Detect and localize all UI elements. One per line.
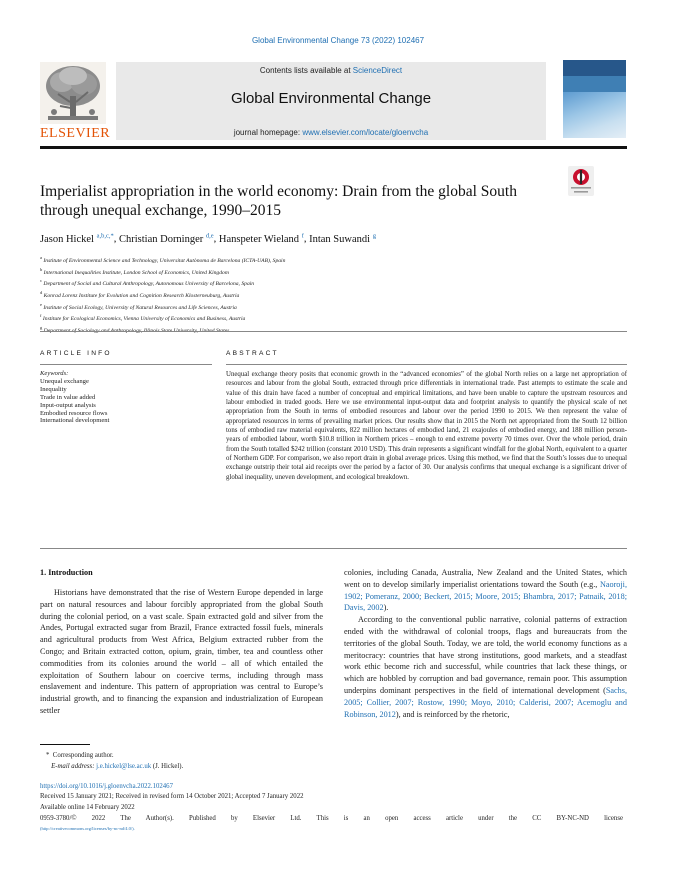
sciencedirect-link[interactable]: ScienceDirect (352, 66, 403, 75)
license-link[interactable]: (http://creativecommons.org/licenses/by-nc-nd/4.0/). (40, 826, 135, 831)
keywords-label: Keywords: (40, 370, 69, 377)
affiliation: $^c$ Department of Social and Cultural Anthropology, Autonomous University of Barcelona, Spain (40, 278, 255, 288)
affiliation: $^d$ Konrad Lorenz Institute for Evolution and Cognition Research Klosterneuburg, Austria (40, 289, 240, 299)
abstract-end-rule (40, 548, 627, 549)
author[interactable]: Hanspeter Wieland $^f$ (218, 232, 304, 245)
journal-cover-art (563, 92, 626, 138)
keywords-block (40, 370, 212, 425)
article-info-heading: ARTICLE INFO (40, 350, 112, 357)
article-title: Imperialist appropriation in the world economy: Drain from the global South through unequal exchange, 1990–2015 (40, 183, 517, 219)
journal-title: Global Environmental Change (230, 90, 432, 107)
homepage-line (116, 128, 546, 137)
email-note: E-mail address: j.e.hickel@lse.ac.uk (J. Hickel). (51, 762, 184, 770)
affiliation: g (40, 324, 43, 330)
affiliation: $^a$ Institute of Environmental Science and Technology, Universitat Autònoma de Barcelona (ICTA-UAB), Spain (40, 255, 286, 264)
affiliation-list (40, 254, 600, 336)
homepage-prefix: journal homepage: (233, 128, 303, 137)
doi-link[interactable]: https://doi.org/10.1016/j.gloenvcha.2022.102467 (40, 783, 173, 790)
email-link[interactable]: j.e.hickel@lse.ac.uk (96, 762, 152, 770)
abstract-text: Unequal exchange theory posits that economic growth in the “advanced economies” of the global North relies on a large net appropriation of resources and labour from the global South, extracted through price differentials in international trade. Past attempts to estimate the scale and value of this drain have faced a number of conceptual and empirical limitations, and have been unable to capture the upstream resources and labour embodied in traded goods. Here we use environmental input-output data and footprint analysis to quantify the physical scale of net appropriation from the South in terms of embodied resources and labour over the period 1990 to 2015. We then represent the value of appropriated resources in terms of prevailing market prices. Our results show that in 2015 the North net appropriated from the South 12 billion tons of embodied raw material equivalents, 822 million hectares of embodied land, 21 exajoules of embodied energy, and 188 million person-years of embodied labour, worth $10.8 trillion in Northern prices – enough to end extreme poverty 70 times over. Over the whole period, drain from the South totalled $242 trillion (constant 2010 USD). This drain represents a significant windfall for the global North, equivalent to a quarter of Northern GDP. For comparison, we also report drain in global average prices. Using this method, we find that the South’s losses due to unequal exchange outstrip their total aid receipts over the period by a factor of 30. Our analysis confirms that unequal exchange is a significant driver of global inequality, uneven development, and ecological breakdown. (226, 371, 627, 481)
author-list: Jason Hickel $^{a,b,c,*}$, Christian Dorninger $^{d,e}$, Hanspeter Wieland $^f$, Intan Suwandi $^g$ (40, 232, 376, 245)
body-paragraph: According to the conventional public narrative, colonial patterns of extraction ended with the withdrawal of colonial troops, flags and bureaucrats from the territories of the global South. Today, we are told, the world economy functions as a meritocracy: countries that have strong institutions, good markets, and a steadfast work ethic become rich and successful, while countries that lack these things, or which are hobbled by corruption and bad governance, remain poor. This assumption underpins dominant perspectives in the field of international development (Sachs, 2005; Collier, 2007; Rostow, 1990; Moyo, 2010; Calderisi, 2007; Acemoglu and Robinson, 2012), and is reinforced by the rhetoric, (344, 615, 627, 719)
author[interactable]: Intan Suwandi $^g$ (309, 232, 376, 245)
keyword: Input-output analysis (40, 401, 96, 409)
abstract-heading: ABSTRACT (226, 350, 279, 357)
keyword: Inequality (40, 385, 67, 393)
journal-homepage-link[interactable]: www.elsevier.com/locate/gloenvcha (302, 128, 429, 137)
corresponding-author-note: * Corresponding author. (46, 752, 114, 759)
author[interactable]: Jason Hickel $^{a,b,c,*}$ (40, 232, 114, 245)
citation-links[interactable]: Naoroji, 1902; Pomeranz, 2000; Beckert, 2015; Moore, 2015; Bhambra, 2017; Patnaik, 2018; Davis, 2002 (344, 579, 627, 613)
keyword: Trade in value added (40, 393, 96, 401)
affiliation: $^f$ Institute for Ecological Economics, Vienna University of Economics and Business, Austria (40, 313, 246, 323)
article-info-rule (40, 364, 212, 365)
contents-prefix: Contents lists available at (259, 66, 353, 75)
journal-cover-band (563, 60, 626, 76)
footnote-rule (40, 744, 90, 745)
keyword: Unequal exchange (40, 377, 89, 385)
body-paragraph: colonies, including Canada, Australia, New Zealand and the United States, which went on to develop similarly imperialist orientations toward the South (e.g., Naoroji, 1902; Pomeranz, 2000; Beckert, 2015; Moore, 2015; Bhambra, 2017; Patnaik, 2018; Davis, 2002). (344, 568, 627, 613)
elsevier-wordmark: ELSEVIER (40, 126, 111, 141)
affiliation: $^b$ International Inequalities Institute, London School of Economics, United Kingdom (40, 266, 229, 276)
license-statement: 0959-3780/© 2022 The Author(s). Published by Elsevier Ltd. This is an open access article under the CC BY-NC-ND license (40, 815, 623, 822)
contents-line (116, 66, 546, 75)
footnote (46, 751, 606, 772)
online-date: Available online 14 February 2022 (40, 804, 135, 811)
author[interactable]: Christian Dorninger $^{d,e}$ (118, 232, 214, 245)
affiliation: $^e$ Institute of Social Ecology, University of Natural Resources and Life Sciences, Austria (40, 301, 237, 311)
abstract-rule (226, 364, 627, 365)
header-rule (40, 146, 627, 149)
body-column-left (40, 587, 323, 717)
citation-links[interactable]: Sachs, 2005; Collier, 2007; Rostow, 1990; Moyo, 2010; Calderisi, 2007; Acemoglu and Robinson, 2012 (344, 685, 627, 719)
keyword: Embodied resource flows (40, 409, 108, 417)
received-dates: Received 15 January 2021; Received in revised form 14 October 2021; Accepted 7 January 2022 (40, 793, 304, 800)
keyword: International development (40, 417, 110, 425)
journal-reference[interactable]: Global Environmental Change 73 (2022) 102467 (251, 36, 425, 45)
body-paragraph: Historians have demonstrated that the rise of Western Europe depended in large part on natural resources and labour forcibly appropriated from the global South during the colonial period, on a vast scale. Spain extracted gold and silver from the Andes, Portugal extracted sugar from Brazil, France extracted fossil fuels, minerals and agricultural products from West Africa, Belgium extracted rubber from the Congo; and Britain extracted cotton, opium, grain, timber, tea and countless other commodities from its colonies around the world – all of which entailed the exploitation of Southern labour on coercive terms, including through mass enslavement and indenture. This pattern of appropriation was central to Europe’s industrial growth, and to financing the expansion and industrialization of European settler (40, 588, 323, 715)
section-divider (40, 331, 627, 332)
body-column-right (344, 567, 627, 720)
crossmark-icon[interactable] (568, 166, 594, 196)
introduction-heading: 1. Introduction (40, 568, 93, 577)
